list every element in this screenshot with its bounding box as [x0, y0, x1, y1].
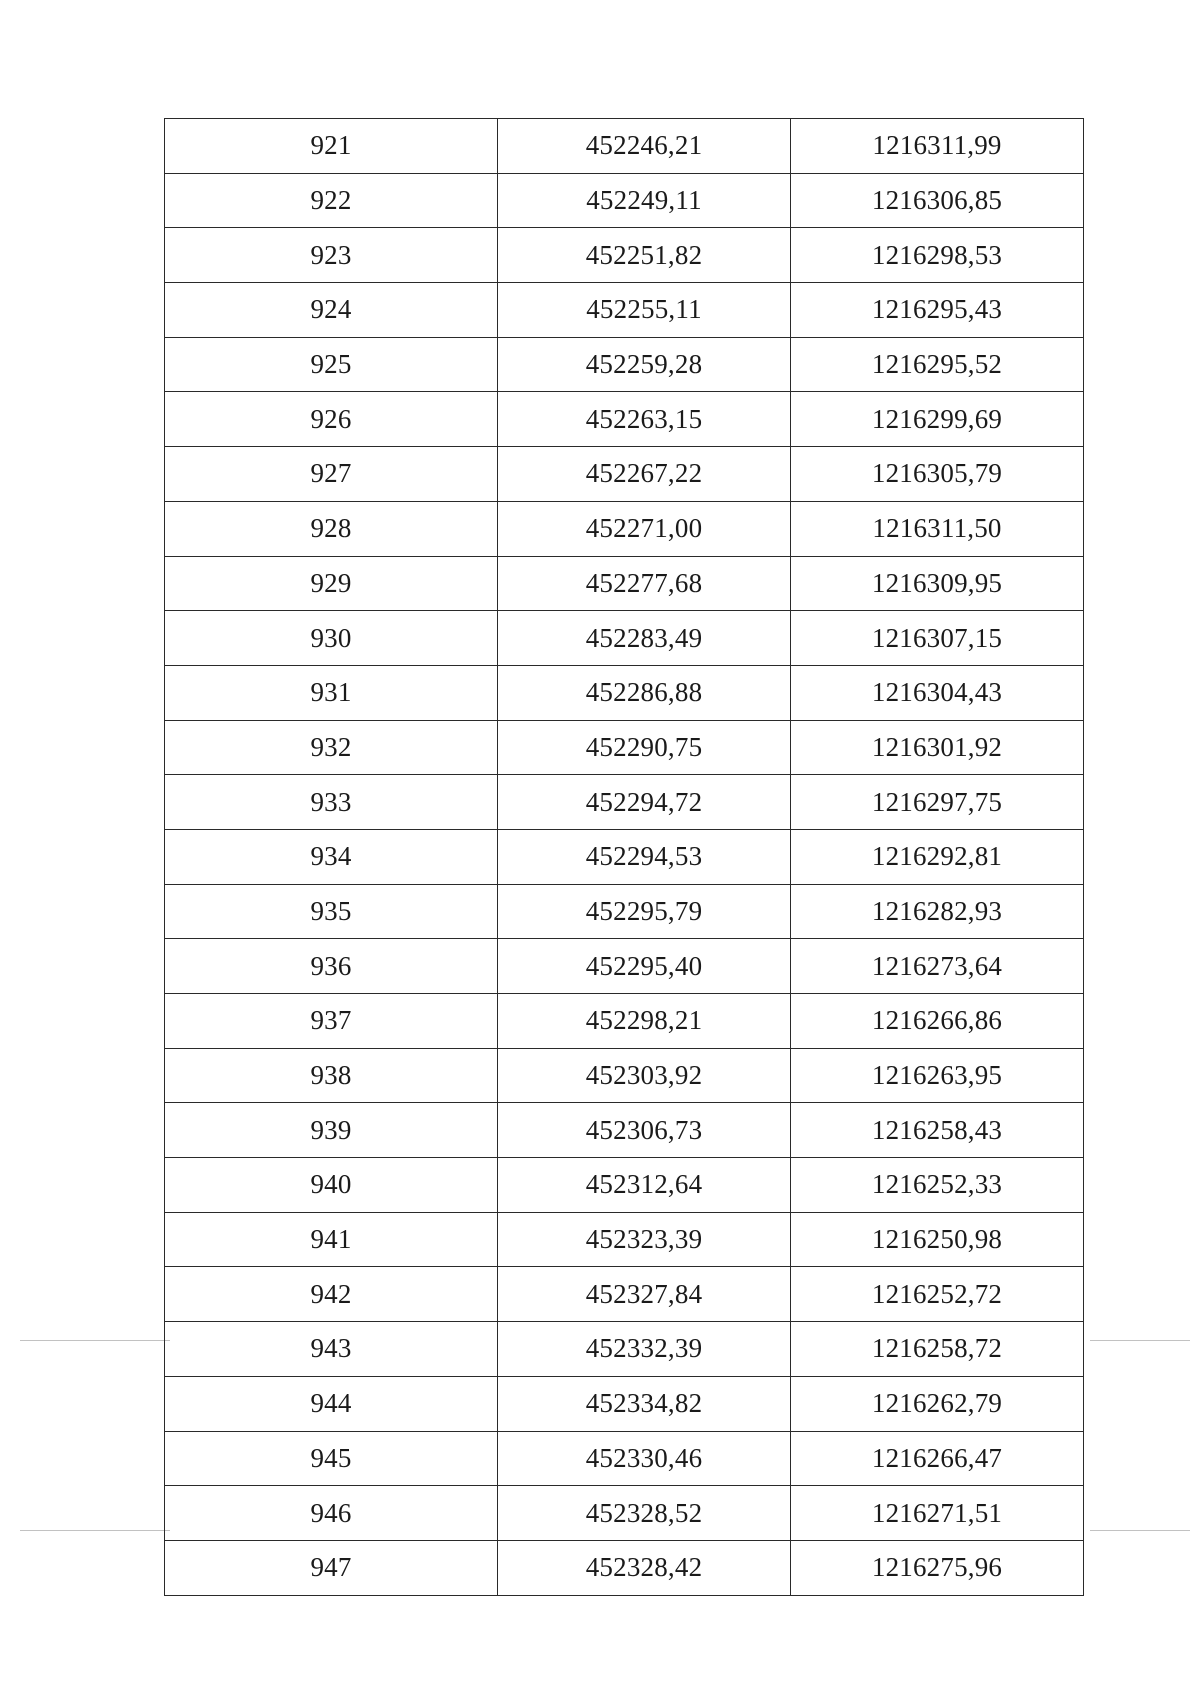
- table-row: [165, 994, 1084, 1049]
- point-number-cell: 940: [165, 1158, 498, 1213]
- y-coordinate-cell: 1216258,43: [791, 1103, 1084, 1158]
- point-number-cell: 928: [165, 501, 498, 556]
- y-coordinate-cell: 1216282,93: [791, 884, 1084, 939]
- y-coordinate-cell: 1216311,50: [791, 501, 1084, 556]
- table-row: [165, 1376, 1084, 1431]
- y-coordinate-cell: 1216295,52: [791, 337, 1084, 392]
- x-coordinate-cell: 452295,40: [498, 939, 791, 994]
- y-coordinate-cell: 1216311,99: [791, 119, 1084, 174]
- x-coordinate-cell: 452283,49: [498, 611, 791, 666]
- x-coordinate-cell: 452332,39: [498, 1322, 791, 1377]
- y-coordinate-cell: 1216309,95: [791, 556, 1084, 611]
- point-number-cell: 926: [165, 392, 498, 447]
- table-row: [165, 1540, 1084, 1595]
- point-number-cell: 944: [165, 1376, 498, 1431]
- y-coordinate-cell: 1216292,81: [791, 829, 1084, 884]
- table-row: [165, 829, 1084, 884]
- point-number-cell: 930: [165, 611, 498, 666]
- x-coordinate-cell: 452303,92: [498, 1048, 791, 1103]
- y-coordinate-cell: 1216262,79: [791, 1376, 1084, 1431]
- y-coordinate-cell: 1216266,47: [791, 1431, 1084, 1486]
- table-row: [165, 447, 1084, 502]
- y-coordinate-cell: 1216263,95: [791, 1048, 1084, 1103]
- scan-artifact: [20, 1340, 170, 1341]
- point-number-cell: 936: [165, 939, 498, 994]
- coordinates-table-body: [165, 119, 1084, 1596]
- table-row: [165, 720, 1084, 775]
- table-row: [165, 337, 1084, 392]
- y-coordinate-cell: 1216307,15: [791, 611, 1084, 666]
- x-coordinate-cell: 452294,53: [498, 829, 791, 884]
- point-number-cell: 939: [165, 1103, 498, 1158]
- table-row: [165, 392, 1084, 447]
- table-row: [165, 1103, 1084, 1158]
- y-coordinate-cell: 1216306,85: [791, 173, 1084, 228]
- point-number-cell: 935: [165, 884, 498, 939]
- table-row: [165, 939, 1084, 994]
- x-coordinate-cell: 452294,72: [498, 775, 791, 830]
- y-coordinate-cell: 1216295,43: [791, 283, 1084, 338]
- x-coordinate-cell: 452277,68: [498, 556, 791, 611]
- scan-artifact: [1090, 1340, 1190, 1341]
- y-coordinate-cell: 1216299,69: [791, 392, 1084, 447]
- point-number-cell: 947: [165, 1540, 498, 1595]
- x-coordinate-cell: 452286,88: [498, 665, 791, 720]
- y-coordinate-cell: 1216298,53: [791, 228, 1084, 283]
- x-coordinate-cell: 452263,15: [498, 392, 791, 447]
- point-number-cell: 942: [165, 1267, 498, 1322]
- x-coordinate-cell: 452246,21: [498, 119, 791, 174]
- y-coordinate-cell: 1216258,72: [791, 1322, 1084, 1377]
- y-coordinate-cell: 1216305,79: [791, 447, 1084, 502]
- table-row: [165, 173, 1084, 228]
- x-coordinate-cell: 452251,82: [498, 228, 791, 283]
- x-coordinate-cell: 452334,82: [498, 1376, 791, 1431]
- table-row: [165, 884, 1084, 939]
- table-row: [165, 119, 1084, 174]
- x-coordinate-cell: 452271,00: [498, 501, 791, 556]
- table-row: [165, 1322, 1084, 1377]
- table-row: [165, 1048, 1084, 1103]
- x-coordinate-cell: 452255,11: [498, 283, 791, 338]
- point-number-cell: 933: [165, 775, 498, 830]
- table-row: [165, 665, 1084, 720]
- point-number-cell: 946: [165, 1486, 498, 1541]
- x-coordinate-cell: 452259,28: [498, 337, 791, 392]
- x-coordinate-cell: 452327,84: [498, 1267, 791, 1322]
- y-coordinate-cell: 1216252,72: [791, 1267, 1084, 1322]
- x-coordinate-cell: 452306,73: [498, 1103, 791, 1158]
- point-number-cell: 938: [165, 1048, 498, 1103]
- x-coordinate-cell: 452328,52: [498, 1486, 791, 1541]
- coordinates-table: [164, 118, 1084, 1596]
- point-number-cell: 931: [165, 665, 498, 720]
- table-row: [165, 1267, 1084, 1322]
- table-row: [165, 228, 1084, 283]
- x-coordinate-cell: 452323,39: [498, 1212, 791, 1267]
- point-number-cell: 943: [165, 1322, 498, 1377]
- table-row: [165, 1431, 1084, 1486]
- y-coordinate-cell: 1216275,96: [791, 1540, 1084, 1595]
- y-coordinate-cell: 1216250,98: [791, 1212, 1084, 1267]
- point-number-cell: 945: [165, 1431, 498, 1486]
- table-row: [165, 556, 1084, 611]
- table-row: [165, 501, 1084, 556]
- point-number-cell: 934: [165, 829, 498, 884]
- point-number-cell: 925: [165, 337, 498, 392]
- y-coordinate-cell: 1216271,51: [791, 1486, 1084, 1541]
- table-row: [165, 1212, 1084, 1267]
- table-row: [165, 283, 1084, 338]
- point-number-cell: 941: [165, 1212, 498, 1267]
- x-coordinate-cell: 452312,64: [498, 1158, 791, 1213]
- point-number-cell: 929: [165, 556, 498, 611]
- point-number-cell: 923: [165, 228, 498, 283]
- point-number-cell: 937: [165, 994, 498, 1049]
- x-coordinate-cell: 452295,79: [498, 884, 791, 939]
- point-number-cell: 922: [165, 173, 498, 228]
- point-number-cell: 927: [165, 447, 498, 502]
- y-coordinate-cell: 1216266,86: [791, 994, 1084, 1049]
- table-row: [165, 611, 1084, 666]
- y-coordinate-cell: 1216273,64: [791, 939, 1084, 994]
- table-row: [165, 1486, 1084, 1541]
- point-number-cell: 932: [165, 720, 498, 775]
- table-row: [165, 1158, 1084, 1213]
- point-number-cell: 921: [165, 119, 498, 174]
- y-coordinate-cell: 1216304,43: [791, 665, 1084, 720]
- x-coordinate-cell: 452328,42: [498, 1540, 791, 1595]
- x-coordinate-cell: 452330,46: [498, 1431, 791, 1486]
- point-number-cell: 924: [165, 283, 498, 338]
- scan-artifact: [1090, 1530, 1190, 1531]
- scan-artifact: [20, 1530, 170, 1531]
- y-coordinate-cell: 1216297,75: [791, 775, 1084, 830]
- x-coordinate-cell: 452290,75: [498, 720, 791, 775]
- x-coordinate-cell: 452249,11: [498, 173, 791, 228]
- x-coordinate-cell: 452298,21: [498, 994, 791, 1049]
- y-coordinate-cell: 1216301,92: [791, 720, 1084, 775]
- table-row: [165, 775, 1084, 830]
- y-coordinate-cell: 1216252,33: [791, 1158, 1084, 1213]
- x-coordinate-cell: 452267,22: [498, 447, 791, 502]
